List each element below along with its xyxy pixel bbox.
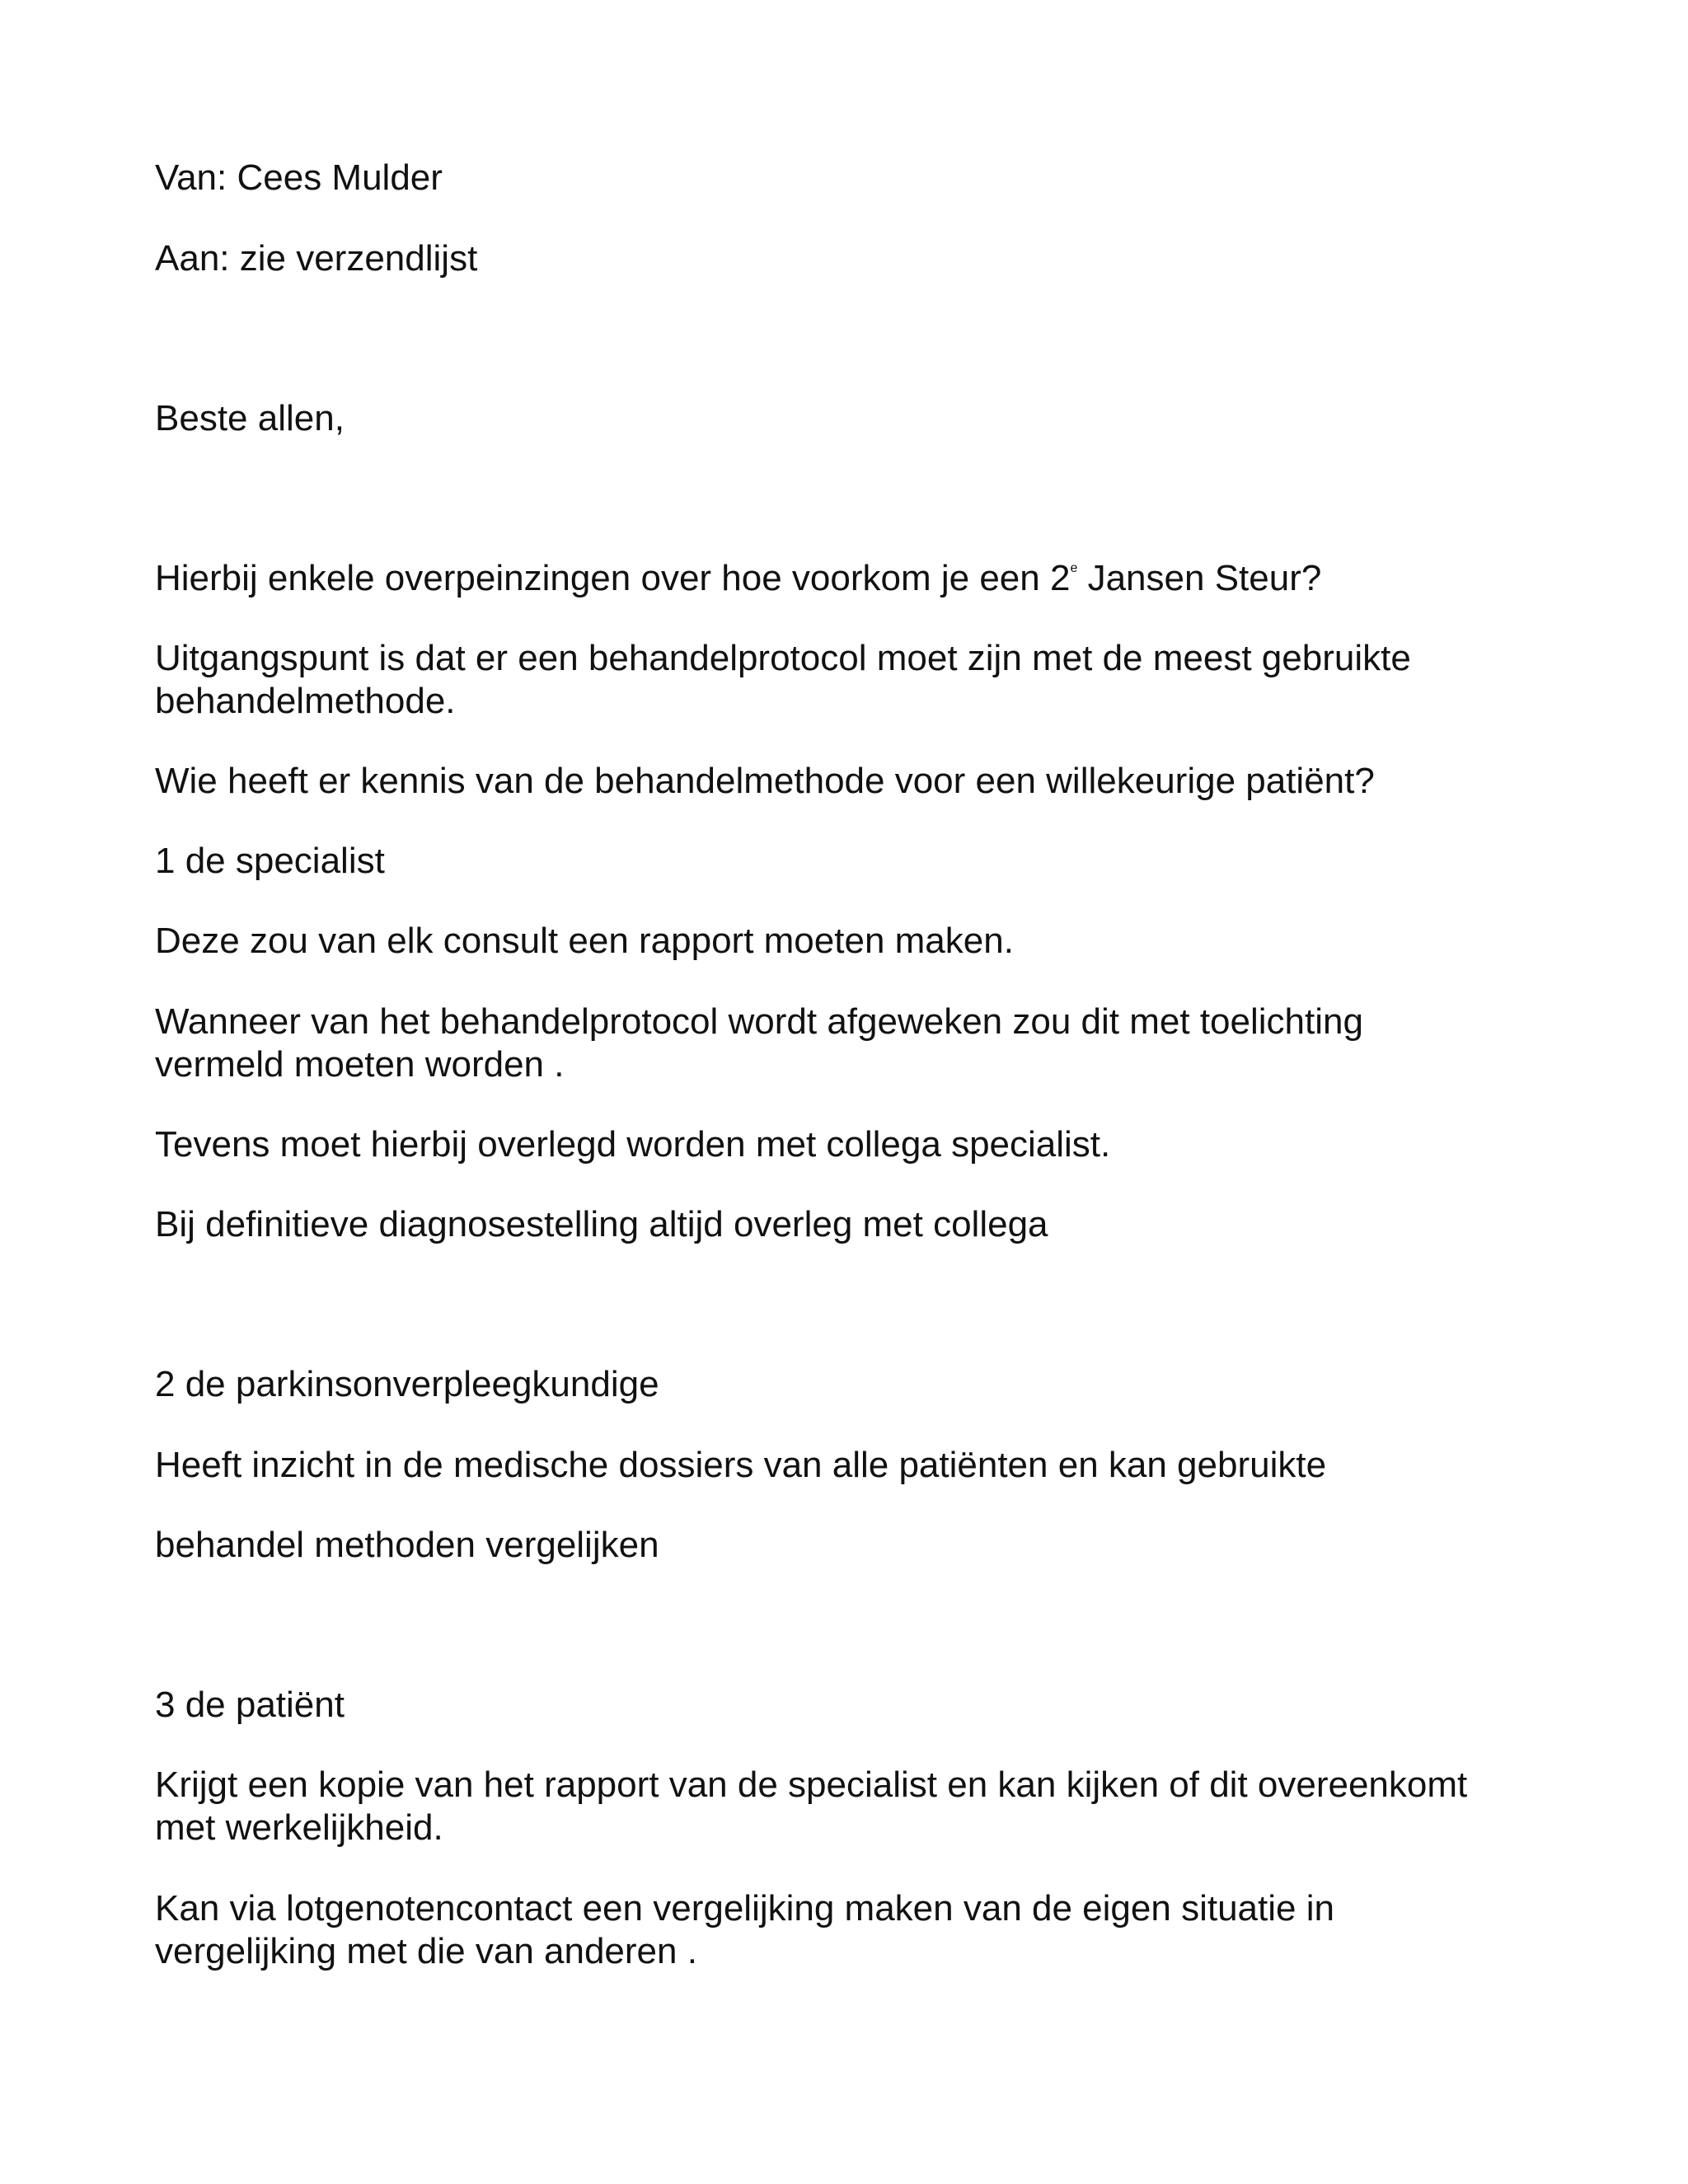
premise-line-1: Uitgangspunt is dat er een behandelprotocol moet zijn met de meest gebruikte: [155, 638, 1411, 678]
section-1-paragraph-2-line-1: Wanneer van het behandelprotocol wordt afgeweken zou dit met toelichting: [155, 1001, 1363, 1042]
premise-line-2: behandelmethode.: [155, 681, 456, 721]
intro-text-end: Jansen Steur?: [1077, 558, 1322, 598]
section-3-paragraph-1-line-2: met werkelijkheid.: [155, 1807, 443, 1848]
to-line: Aan: zie verzendlijst: [155, 238, 478, 279]
section-1-paragraph-3: Tevens moet hierbij overlegd worden met collega specialist.: [155, 1124, 1111, 1165]
section-1-paragraph-2-line-2: vermeld moeten worden .: [155, 1044, 565, 1085]
section-1-paragraph-1: Deze zou van elk consult een rapport moeten maken.: [155, 921, 1014, 961]
section-2-paragraph-2: behandel methoden vergelijken: [155, 1525, 659, 1565]
salutation: Beste allen,: [155, 398, 345, 438]
section-2-heading: 2 de parkinsonverpleegkundige: [155, 1364, 659, 1404]
section-3-paragraph-2-line-1: Kan via lotgenotencontact een vergelijking maken van de eigen situatie in: [155, 1888, 1334, 1929]
section-3-heading: 3 de patiënt: [155, 1685, 345, 1725]
section-3-paragraph-1-line-1: Krijgt een kopie van het rapport van de specialist en kan kijken of dit overeenkomt: [155, 1765, 1468, 1805]
from-line: Van: Cees Mulder: [155, 157, 443, 198]
section-1-paragraph-4: Bij definitieve diagnosestelling altijd overleg met collega: [155, 1204, 1048, 1244]
question-line: Wie heeft er kennis van de behandelmethode voor een willekeurige patiënt?: [155, 761, 1375, 801]
section-2-paragraph-1: Heeft inzicht in de medische dossiers van alle patiënten en kan gebruikte: [155, 1445, 1327, 1485]
section-3-paragraph-2-line-2: vergelijking met die van anderen .: [155, 1931, 697, 1971]
section-1-heading: 1 de specialist: [155, 841, 385, 881]
intro-line: [155, 557, 1321, 600]
intro-text: Hierbij enkele overpeinzingen over hoe voorkom je een 2: [155, 558, 1071, 598]
ordinal-superscript: e: [1070, 561, 1078, 575]
